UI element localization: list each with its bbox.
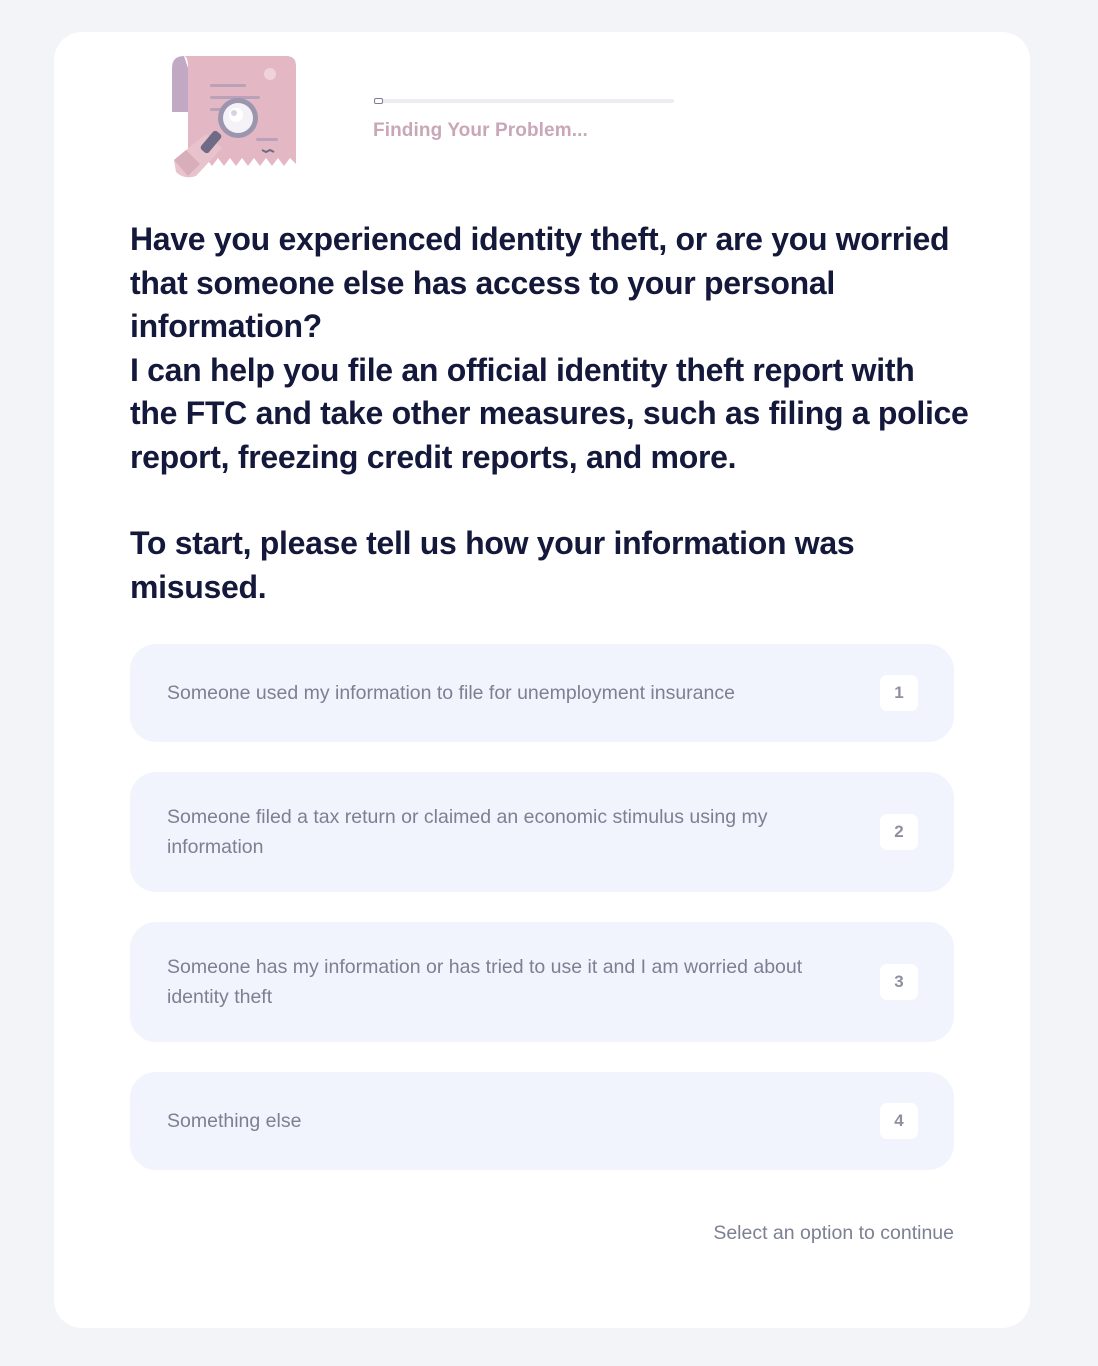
- option-1[interactable]: [130, 644, 954, 742]
- progress-bar: [374, 98, 674, 104]
- option-2[interactable]: [130, 772, 954, 892]
- question-text: [130, 218, 970, 609]
- option-label: Someone used my information to file for unemployment insurance: [167, 682, 735, 704]
- option-3[interactable]: [130, 922, 954, 1042]
- question-prompt: To start, please tell us how your information was misused.: [130, 525, 855, 605]
- option-key-badge: 2: [880, 814, 918, 850]
- option-4[interactable]: [130, 1072, 954, 1170]
- question-offer: I can help you file an official identity theft report with the FTC and take other measures, such as filing a police report, freezing credit reports, and more.: [130, 351, 969, 475]
- option-label: Someone has my information or has tried to use it and I am worried about identity theft: [167, 956, 803, 1008]
- option-key-badge: 3: [880, 964, 918, 1000]
- status-text: Finding Your Problem...: [373, 120, 588, 141]
- progress-track: [374, 99, 674, 103]
- option-key-badge: 4: [880, 1103, 918, 1139]
- progress-fill: [374, 98, 383, 104]
- quiz-card: [54, 32, 1030, 1328]
- option-key-badge: 1: [880, 675, 918, 711]
- option-label: Something else: [167, 1110, 302, 1132]
- continue-hint: Select an option to continue: [713, 1222, 954, 1244]
- question-intro: Have you experienced identity theft, or are you worried that someone else has access to your personal information?: [130, 221, 950, 344]
- option-label: Someone filed a tax return or claimed an economic stimulus using my information: [167, 806, 768, 858]
- document-magnifier-illustration: [166, 52, 302, 184]
